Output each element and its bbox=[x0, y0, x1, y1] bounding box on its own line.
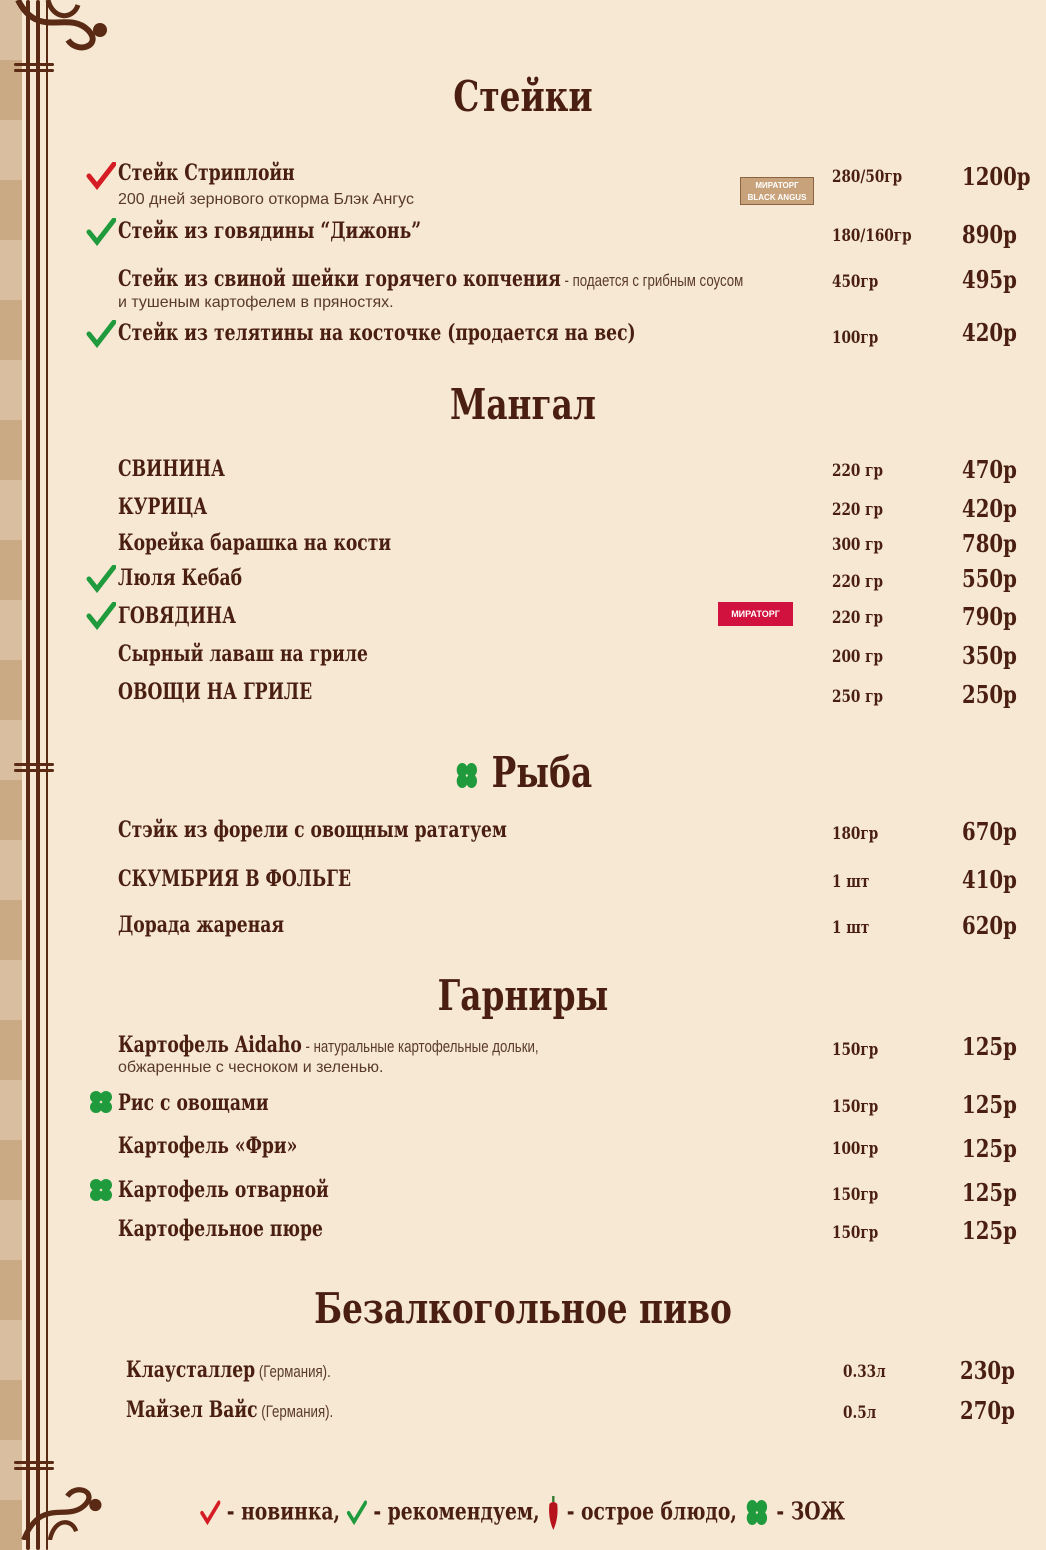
item-weight: 180гр bbox=[832, 824, 879, 844]
item-description: (Германия). bbox=[257, 1402, 334, 1421]
item-name: Картофельное пюре bbox=[118, 1216, 323, 1242]
item-price: 250р bbox=[962, 680, 1017, 709]
item-weight: 150гр bbox=[832, 1040, 879, 1060]
item-name bbox=[118, 1032, 539, 1058]
item-name-text: Клаусталлер bbox=[126, 1357, 256, 1383]
item-name: ОВОЩИ НА ГРИЛЕ bbox=[118, 679, 313, 705]
section-title-fish bbox=[115, 748, 931, 797]
item-weight: 100гр bbox=[832, 328, 879, 348]
item-weight: 0.5л bbox=[843, 1403, 877, 1423]
item-weight: 300 гр bbox=[832, 535, 883, 555]
legend-spicy: - острое блюдо, bbox=[567, 1496, 738, 1526]
item-weight: 220 гр bbox=[832, 461, 883, 481]
item-price: 125р bbox=[962, 1134, 1017, 1163]
item-price: 125р bbox=[962, 1032, 1017, 1061]
border-line bbox=[36, 0, 40, 1550]
item-weight: 250 гр bbox=[832, 687, 883, 707]
item-weight: 220 гр bbox=[832, 572, 883, 592]
item-weight: 180/160гр bbox=[832, 226, 912, 246]
item-weight: 220 гр bbox=[832, 608, 883, 628]
item-description: (Германия). bbox=[255, 1362, 331, 1381]
item-name bbox=[118, 266, 743, 292]
clover-icon bbox=[86, 1088, 116, 1116]
item-name-text: Стейк из свиной шейки горячего копчения bbox=[118, 266, 561, 292]
item-name-text: Майзел Вайс bbox=[126, 1397, 258, 1423]
item-name: СВИНИНА bbox=[118, 456, 225, 482]
green-check-icon bbox=[86, 320, 116, 348]
green-check-icon bbox=[347, 1500, 367, 1526]
section-title-garnish: Гарниры bbox=[437, 971, 609, 1020]
green-check-icon bbox=[86, 602, 116, 630]
item-price: 420р bbox=[962, 318, 1017, 347]
item-weight: 0.33л bbox=[843, 1362, 886, 1382]
legend bbox=[0, 1494, 1046, 1532]
section-title-mangal: Мангал bbox=[450, 380, 596, 429]
item-name: Люля Кебаб bbox=[118, 565, 243, 591]
red-check-icon bbox=[200, 1500, 220, 1526]
item-name bbox=[126, 1357, 331, 1383]
item-weight: 1 шт bbox=[832, 872, 870, 892]
item-name bbox=[126, 1397, 333, 1423]
red-check-icon bbox=[86, 162, 116, 190]
chili-pepper-icon bbox=[547, 1494, 561, 1532]
section-title-steaks: Стейки bbox=[453, 72, 593, 121]
item-name: СКУМБРИЯ В ФОЛЬГЕ bbox=[118, 866, 352, 892]
item-price: 620р bbox=[962, 911, 1017, 940]
item-price: 230р bbox=[960, 1356, 1015, 1385]
item-price: 420р bbox=[962, 494, 1017, 523]
item-price: 410р bbox=[962, 865, 1017, 894]
item-name: Стейк Стриплойн bbox=[118, 160, 295, 186]
legend-new: - новинка, bbox=[227, 1496, 341, 1526]
item-price: 670р bbox=[962, 817, 1017, 846]
legend-healthy: - ЗОЖ bbox=[776, 1496, 846, 1526]
item-price: 1200р bbox=[962, 162, 1031, 191]
item-price: 890р bbox=[962, 220, 1017, 249]
miratorg-black-angus-badge: МИРАТОРГ BLACK ANGUS bbox=[740, 177, 814, 205]
item-weight: 450гр bbox=[832, 272, 879, 292]
item-name: ГОВЯДИНА bbox=[118, 603, 237, 629]
corner-ornament-icon bbox=[8, 0, 118, 70]
clover-icon bbox=[744, 1497, 771, 1529]
item-name: Стейк из говядины “Дижонь” bbox=[118, 218, 422, 244]
item-price: 790р bbox=[962, 602, 1017, 631]
item-description: - подается с грибным соусом bbox=[560, 271, 744, 290]
miratorg-badge: МИРАТОРГ bbox=[718, 602, 793, 626]
item-price: 125р bbox=[962, 1178, 1017, 1207]
item-description: и тушеным картофелем в пряностях. bbox=[118, 294, 394, 311]
item-price: 550р bbox=[962, 564, 1017, 593]
item-description: 200 дней зернового откорма Блэк Ангус bbox=[118, 191, 414, 208]
item-price: 350р bbox=[962, 641, 1017, 670]
clover-icon bbox=[86, 1176, 116, 1204]
item-name-text: Картофель Aidaho bbox=[118, 1032, 302, 1058]
section-title-beer: Безалкогольное пиво bbox=[314, 1284, 732, 1333]
item-name: Стейк из телятины на косточке (продается на вес) bbox=[118, 320, 636, 346]
item-price: 470р bbox=[962, 455, 1017, 484]
border-knot bbox=[14, 760, 54, 774]
item-weight: 150гр bbox=[832, 1223, 879, 1243]
item-name: Сырный лаваш на гриле bbox=[118, 641, 368, 667]
item-weight: 1 шт bbox=[832, 918, 870, 938]
item-name: Рис с овощами bbox=[118, 1090, 269, 1116]
item-name: Корейка барашка на кости bbox=[118, 530, 392, 556]
item-name: КУРИЦА bbox=[118, 494, 208, 520]
item-price: 495р bbox=[962, 265, 1017, 294]
item-name: Дорада жареная bbox=[118, 912, 285, 938]
item-weight: 280/50гр bbox=[832, 167, 903, 187]
green-check-icon bbox=[86, 218, 116, 246]
border-line bbox=[26, 0, 30, 1550]
green-check-icon bbox=[86, 565, 116, 593]
item-weight: 100гр bbox=[832, 1139, 879, 1159]
item-price: 780р bbox=[962, 529, 1017, 558]
item-name: Картофель «Фри» bbox=[118, 1133, 298, 1159]
legend-recommended: - рекомендуем, bbox=[373, 1496, 541, 1526]
border-line bbox=[46, 0, 48, 1550]
item-weight: 220 гр bbox=[832, 500, 883, 520]
item-weight: 150гр bbox=[832, 1185, 879, 1205]
item-weight: 150гр bbox=[832, 1097, 879, 1117]
legend-line bbox=[200, 1494, 845, 1532]
section-title-text: Рыба bbox=[491, 748, 593, 797]
decorative-border-pattern bbox=[0, 0, 22, 1550]
item-price: 125р bbox=[962, 1216, 1017, 1245]
item-name: Картофель отварной bbox=[118, 1177, 329, 1203]
item-weight: 200 гр bbox=[832, 647, 883, 667]
clover-icon bbox=[454, 760, 481, 792]
item-name: Стэйк из форели с овощным рататуем bbox=[118, 817, 507, 843]
item-description: обжаренные с чесноком и зеленью. bbox=[118, 1059, 384, 1076]
item-price: 270р bbox=[960, 1396, 1015, 1425]
item-price: 125р bbox=[962, 1090, 1017, 1119]
item-description: - натуральные картофельные дольки, bbox=[301, 1037, 539, 1056]
